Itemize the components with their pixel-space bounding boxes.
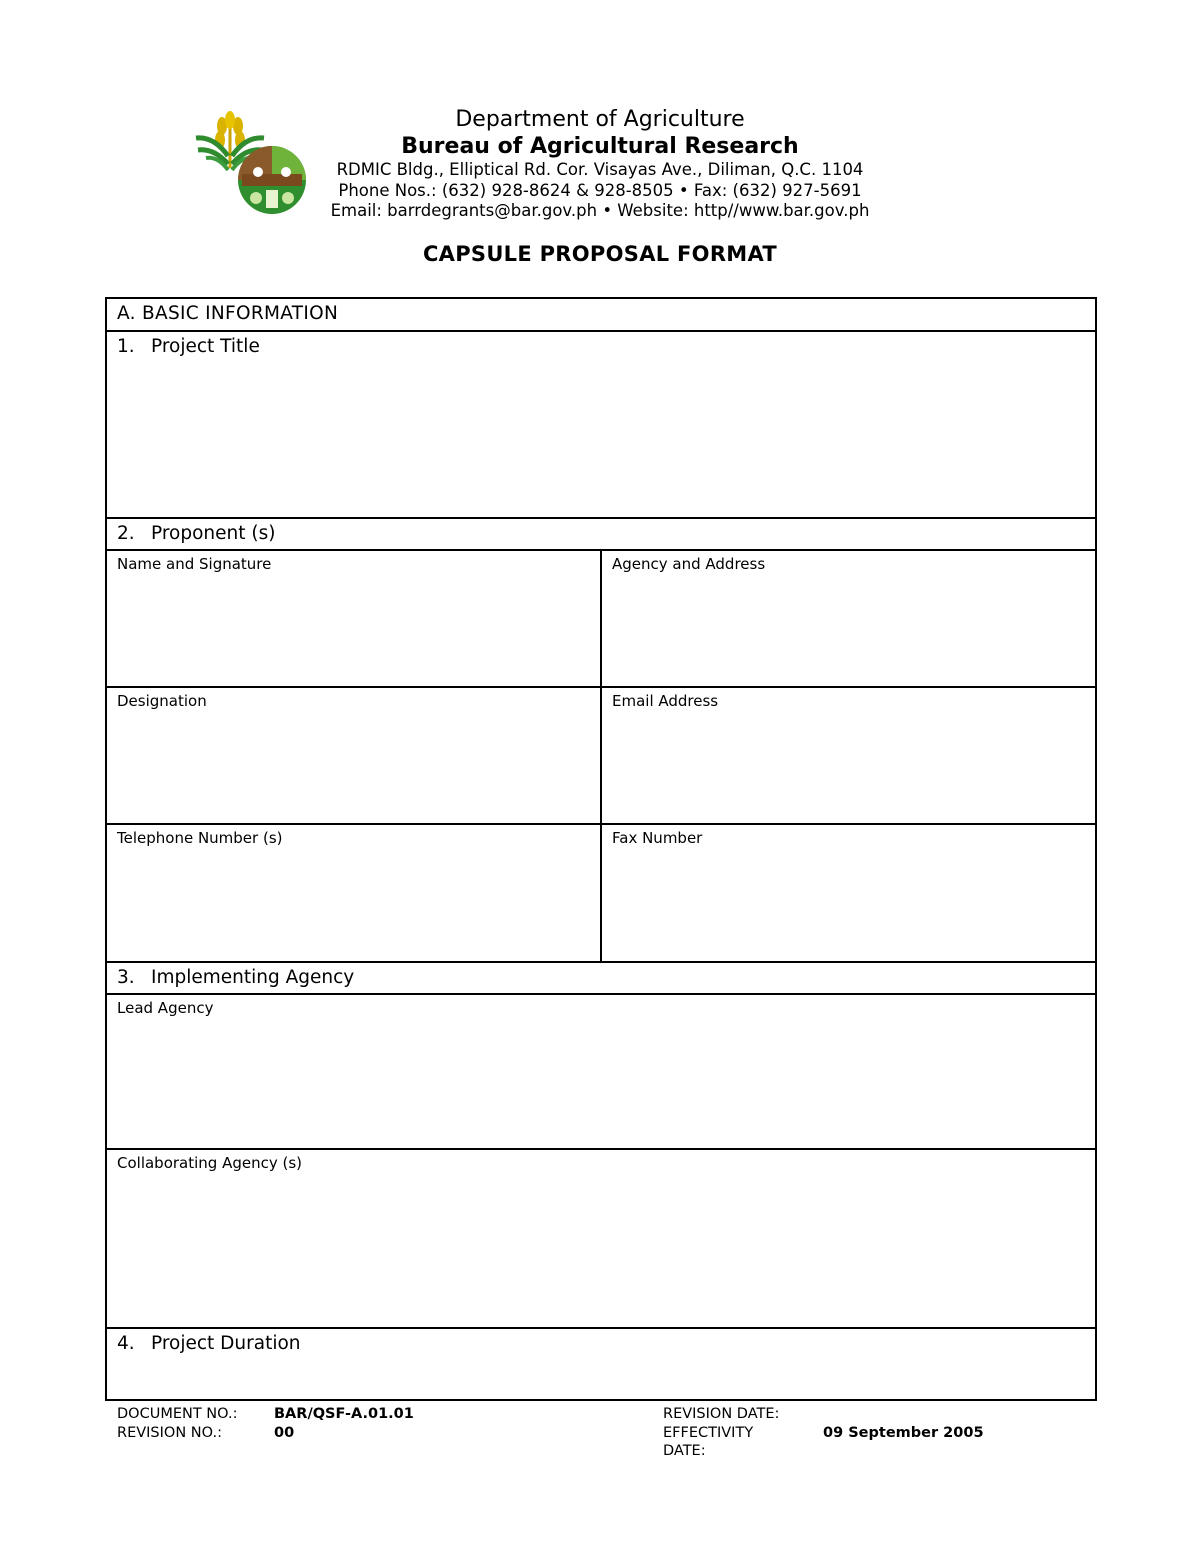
effectivity-date-value: 09 September 2005	[823, 1425, 984, 1441]
footer-date-values	[823, 1424, 984, 1443]
telephone-label: Telephone Number (s)	[117, 829, 283, 847]
project-duration-label: 4. Project Duration	[117, 1333, 301, 1354]
document-no-value: BAR/QSF-A.01.01	[274, 1406, 414, 1422]
name-signature-label: Name and Signature	[117, 555, 272, 573]
revision-date-label: REVISION DATE:	[663, 1406, 780, 1422]
letterhead	[300, 106, 900, 222]
section-a-header	[107, 299, 1095, 331]
bureau-address: RDMIC Bldg., Elliptical Rd. Cor. Visayas Ave., Diliman, Q.C. 1104	[336, 160, 864, 179]
footer-date-labels	[663, 1405, 779, 1461]
document-no-label: DOCUMENT NO.:	[117, 1406, 238, 1422]
proposal-form	[105, 297, 1097, 1401]
bar-circle-icon	[238, 146, 306, 214]
collaborating-agency-field[interactable]	[107, 1148, 1095, 1329]
document-title: CAPSULE PROPOSAL FORMAT	[422, 242, 778, 266]
revision-no-value: 00	[274, 1424, 295, 1441]
bureau-email-website: Email: barrdegrants@bar.gov.ph • Website: http//www.bar.gov.ph	[330, 201, 870, 220]
implementing-agency-header	[107, 961, 1095, 994]
project-title-label: 1. Project Title	[117, 336, 260, 357]
department-name: Department of Agriculture	[455, 107, 745, 132]
lead-agency-label: Lead Agency	[117, 999, 214, 1017]
footer-doc-values	[274, 1405, 414, 1442]
revision-no-label: REVISION NO.:	[117, 1424, 222, 1441]
column-divider	[600, 549, 602, 962]
project-title-field[interactable]	[107, 330, 1095, 518]
effectivity-label: EFFECTIVITY	[663, 1424, 754, 1441]
collaborating-agency-label: Collaborating Agency (s)	[117, 1154, 303, 1172]
designation-label: Designation	[117, 692, 207, 710]
lead-agency-field[interactable]	[107, 993, 1095, 1150]
footer-doc-labels	[117, 1405, 237, 1442]
bureau-name: Bureau of Agricultural Research	[401, 134, 799, 159]
effectivity-date-label: DATE:	[663, 1443, 706, 1459]
fax-number-label: Fax Number	[612, 829, 703, 847]
section-a-title: A. BASIC INFORMATION	[117, 303, 339, 324]
agency-address-label: Agency and Address	[612, 555, 766, 573]
proponent-header	[107, 517, 1095, 550]
email-address-label: Email Address	[612, 692, 719, 710]
implementing-agency-label: 3. Implementing Agency	[117, 967, 355, 988]
project-duration-field[interactable]	[107, 1327, 1095, 1399]
proponent-label: 2. Proponent (s)	[117, 523, 276, 544]
bureau-phone: Phone Nos.: (632) 928-8624 & 928-8505 • Fax: (632) 927-5691	[338, 180, 862, 200]
bar-logo	[192, 108, 312, 216]
